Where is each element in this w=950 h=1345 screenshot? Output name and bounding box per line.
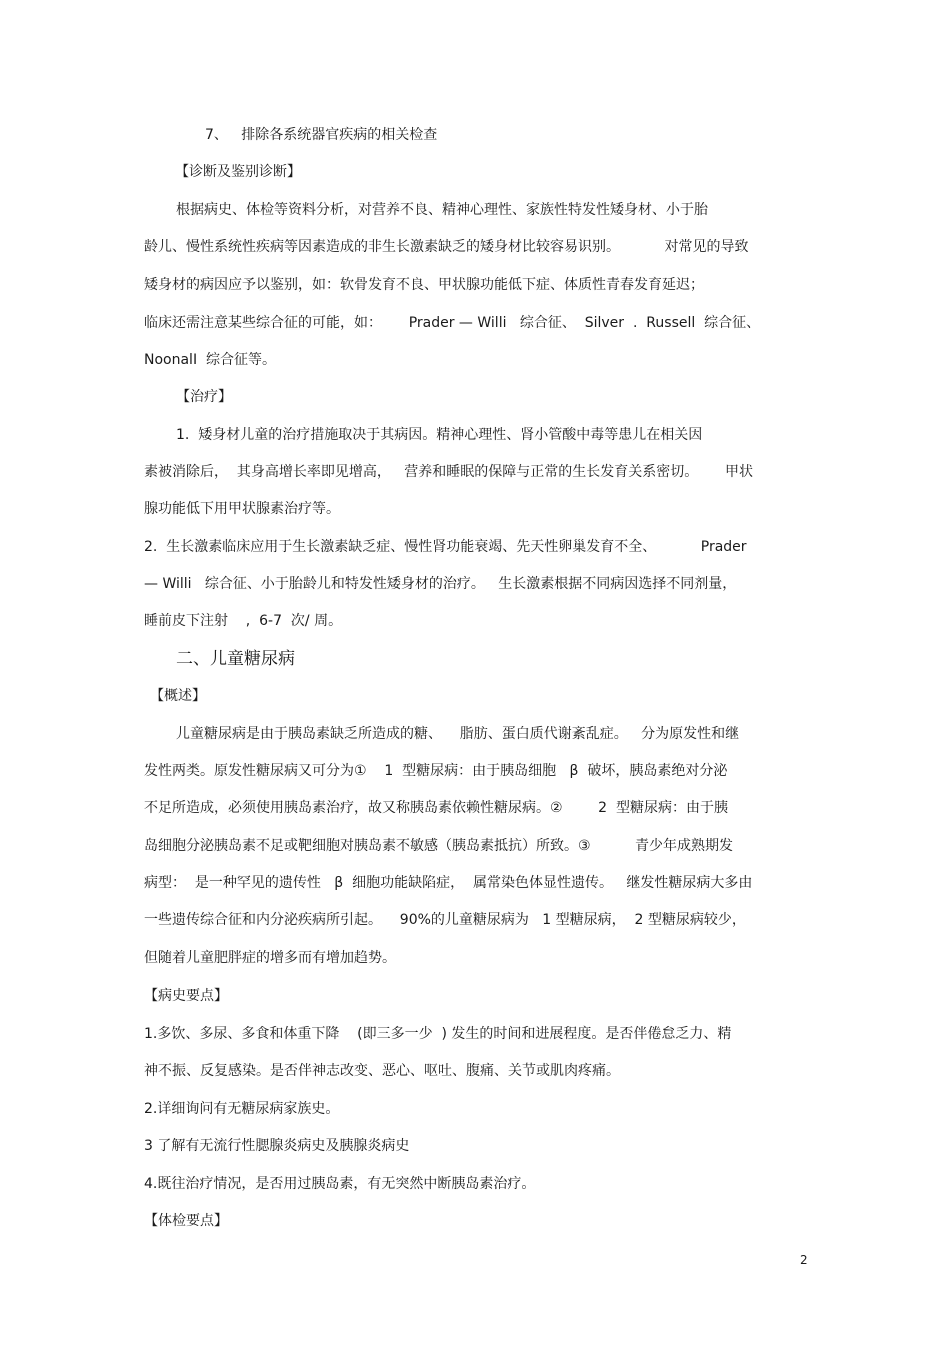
text-line: 岛细胞分泌胰岛素不足或靶细胞对胰岛素不敏感（胰岛素抵抗）所致。③ 青少年成熟期发 bbox=[144, 838, 734, 854]
text-line: 一些遗传综合征和内分泌疾病所引起。 90%的儿童糖尿病为 1 型糖尿病， 2 型糖尿病较少， bbox=[144, 912, 746, 928]
text-line: 根据病史、体检等资料分析，对营养不良、精神心理性、家族性特发性矮身材、小于胎 bbox=[176, 202, 708, 218]
text-line: 7、 排除各系统器官疾病的相关检查 bbox=[205, 127, 438, 143]
text-line: 3 了解有无流行性腮腺炎病史及胰腺炎病史 bbox=[144, 1138, 410, 1154]
page-number: 2 bbox=[800, 1253, 808, 1267]
text-line: 睡前皮下注射 , 6-7 次/ 周。 bbox=[144, 613, 343, 629]
text-line: 但随着儿童肥胖症的增多而有增加趋势。 bbox=[144, 950, 396, 966]
text-line: 龄儿、慢性系统性疾病等因素造成的非生长激素缺乏的矮身材比较容易识别。 对常见的导致 bbox=[144, 239, 749, 255]
section-heading: 【治疗】 bbox=[176, 389, 232, 405]
text-line: 2. 生长激素临床应用于生长激素缺乏症、慢性肾功能衰竭、先天性卵巢发育不全、 Prader bbox=[144, 539, 747, 555]
text-line: 矮身材的病因应予以鉴别，如：软骨发育不良、甲状腺功能低下症、体质性青春发育延迟； bbox=[144, 277, 704, 293]
text-line: 1.多饮、多尿、多食和体重下降 (即三多一少 ) 发生的时间和进展程度。是否伴倦怠乏力、精 bbox=[144, 1026, 732, 1042]
text-line: 不足所造成，必须使用胰岛素治疗，故又称胰岛素依赖性糖尿病。② 2 型糖尿病：由于胰 bbox=[144, 800, 728, 816]
text-line: 腺功能低下用甲状腺素治疗等。 bbox=[144, 501, 340, 517]
text-line: 儿童糖尿病是由于胰岛素缺乏所造成的糖、 脂肪、蛋白质代谢紊乱症。 分为原发性和继 bbox=[176, 726, 740, 742]
section-heading: 【体检要点】 bbox=[144, 1213, 228, 1229]
text-line: 神不振、反复感染。是否伴神志改变、恶心、呕吐、腹痛、关节或肌肉疼痛。 bbox=[144, 1063, 620, 1079]
section-heading: 【病史要点】 bbox=[144, 988, 228, 1004]
section-heading: 【概述】 bbox=[150, 688, 206, 704]
text-line: 发性两类。原发性糖尿病又可分为① 1 型糖尿病：由于胰岛细胞 β 破坏，胰岛素绝对分泌 bbox=[144, 763, 728, 779]
text-line: 4.既往治疗情况，是否用过胰岛素，有无突然中断胰岛素治疗。 bbox=[144, 1176, 536, 1192]
text-line: 病型： 是一种罕见的遗传性 β 细胞功能缺陷症， 属常染色体显性遗传。 继发性糖尿病大多由 bbox=[144, 875, 753, 891]
chapter-heading: 二、儿童糖尿病 bbox=[176, 649, 295, 669]
text-line: 素被消除后， 其身高增长率即见增高， 营养和睡眠的保障与正常的生长发育关系密切。 甲状 bbox=[144, 464, 753, 480]
section-heading: 【诊断及鉴别诊断】 bbox=[175, 164, 301, 180]
text-line: 临床还需注意某些综合征的可能，如： Prader — Willi 综合征、 Silver . Russell 综合征、 bbox=[144, 315, 761, 331]
text-line: 2.详细询问有无糖尿病家族史。 bbox=[144, 1101, 340, 1117]
text-line: 1. 矮身材儿童的治疗措施取决于其病因。精神心理性、肾小管酸中毒等患儿在相关因 bbox=[176, 427, 703, 443]
text-line: — Willi 综合征、小于胎龄儿和特发性矮身材的治疗。 生长激素根据不同病因选择不同剂量， bbox=[144, 576, 737, 592]
text-line: NoonalI 综合征等。 bbox=[144, 352, 276, 368]
